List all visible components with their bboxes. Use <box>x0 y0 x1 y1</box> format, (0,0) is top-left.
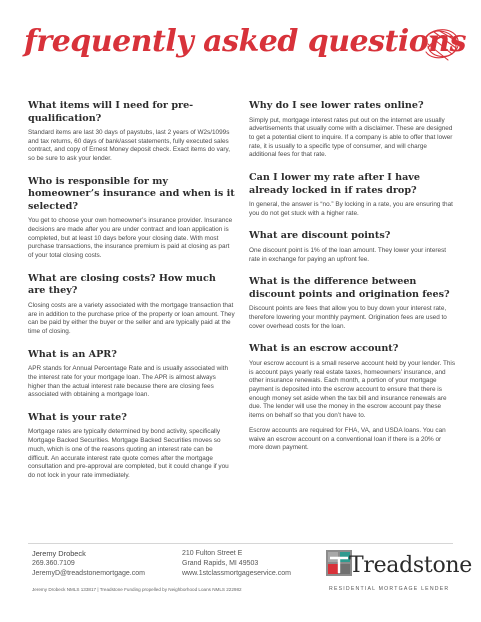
faq-answer-secondary: Escrow accounts are required for FHA, VA, and USDA loans. You can waive an escrow account on a conventional loan if there is a 20% or more down payment. <box>249 426 446 452</box>
faq-question: What is an APR? <box>28 348 117 360</box>
faq-item <box>28 412 235 481</box>
page-footer <box>32 549 472 609</box>
faq-question: What are closing costs? How much are they? <box>28 272 216 297</box>
nmls-disclaimer: Jeremy Drobeck NMLS 133817 | Treadstone Funding propelled by Neighborhood Loans NMLS 222982 <box>32 587 242 592</box>
faq-item <box>28 349 235 400</box>
faq-question: Why do I see lower rates online? <box>249 100 424 111</box>
faq-item <box>249 276 456 331</box>
faq-column-right <box>249 100 456 465</box>
faq-question: What is your rate? <box>28 411 127 423</box>
contact-email[interactable]: JeremyD@treadstonemortgage.com <box>32 570 145 577</box>
faq-answer: Discount points are fees that allow you to buy down your interest rate, therefore lowering your monthly payment. Origination fees are used to cover overhead costs for the loan. <box>249 305 447 330</box>
faq-question: What are discount points? <box>249 230 391 242</box>
treadstone-logo <box>326 550 472 600</box>
faq-item <box>249 343 456 453</box>
faq-question: Who is responsible for my homeowner’s insurance and when is it selected? <box>28 175 235 212</box>
faq-item <box>249 172 456 218</box>
page-header <box>24 18 464 78</box>
faq-answer: Simply put, mortgage interest rates put out on the internet are usually advertisements that usually come with a disclaimer. These are designed to get a potential client to inquire. If a company is able to offer that lower rate, it is usually to a specific type of consumer, and will charge additional fees for that rate. <box>249 116 453 159</box>
faq-answer: Your escrow account is a small reserve account held by your lender. This is account pays yearly real estate taxes, homeowners’ insurance, and other insurance renewals. Each month, a portion of your mortgage payment is deposited into the escrow account to ensure that there is enough money set aside when the tax bill and insurance renewals are due. The lender will use the money in the escrow account pay these items on behalf so that you don’t have to. <box>249 359 456 420</box>
faq-answer: Closing costs are a variety associated with the mortgage transaction that are in addition to the purchase price of the property or loan amount. They can be paid by either the buyer or the seller and are typically paid at the time of closing. <box>28 301 235 335</box>
contact-name: Jeremy Drobeck <box>32 549 86 558</box>
faq-answer: One discount point is 1% of the loan amount. They lower your interest rate in exchange for paying an upfront fee. <box>249 246 447 263</box>
faq-answer: APR stands for Annual Percentage Rate and is usually associated with the interest rate for your mortgage loan. The APR is almost always higher than the actual interest rate because there are closing fees associated with obtaining a mortgage loan. <box>28 365 229 399</box>
faq-question: Can I lower my rate after I have already locked in if rates drop? <box>249 172 420 196</box>
faq-column-left <box>28 100 235 493</box>
faq-question: What is the difference between discount points and origination fees? <box>249 276 450 300</box>
address-block <box>182 549 291 579</box>
faq-question: What items will I need for pre-qualification? <box>28 100 194 124</box>
faq-item <box>249 230 456 264</box>
footer-divider <box>28 543 453 544</box>
website-link[interactable]: www.1stclassmortgageservice.com <box>182 570 291 577</box>
faq-item <box>28 100 235 164</box>
faq-question: What is an escrow account? <box>249 343 399 355</box>
faq-answer: You get to choose your own homeowner’s insurance provider. Insurance decisions are made after you are under contract and loan application is completed, but at least 10 days before your closing date. With most purchase transactions, the insurance premium is paid at closing as part of your total closing costs. <box>28 217 233 260</box>
faq-item <box>249 100 456 160</box>
contact-phone[interactable]: 269.360.7109 <box>32 560 75 567</box>
scribble-circle-icon <box>416 18 464 68</box>
faq-answer: Standard items are last 30 days of paystubs, last 2 years of W2s/1099s and tax returns, 60 days of bank/asset statements, fully executed sales contract, and copy of Ernest Money deposit check. Exact items do vary, so be sure to ask your lender. <box>28 129 230 163</box>
logo-tagline: RESIDENTIAL MORTGAGE LENDER <box>329 586 450 592</box>
faq-item <box>28 176 235 261</box>
address-line-1: 210 Fulton Street E <box>182 550 243 557</box>
faq-answer: Mortgage rates are typically determined by bond activity, specifically Mortgage Backed Securities. Mortgage Backed Securities moves so much, which is one of the reasons quoting an interest rate can be difficult. An accurate interest rate quote comes after the mortgage consultation and pre-approval are completed, but it could change if you do not lock in your rate immediately. <box>28 428 229 479</box>
faq-item <box>28 273 235 337</box>
page-title: frequently asked questions <box>24 24 466 59</box>
address-line-2: Grand Rapids, MI 49503 <box>182 560 259 567</box>
faq-answer: In general, the answer is “no.” By locking in a rate, you are ensuring that you do not get stuck with a higher rate. <box>249 201 453 217</box>
contact-block <box>32 549 145 579</box>
logo-wordmark: Treadstone <box>349 553 472 578</box>
